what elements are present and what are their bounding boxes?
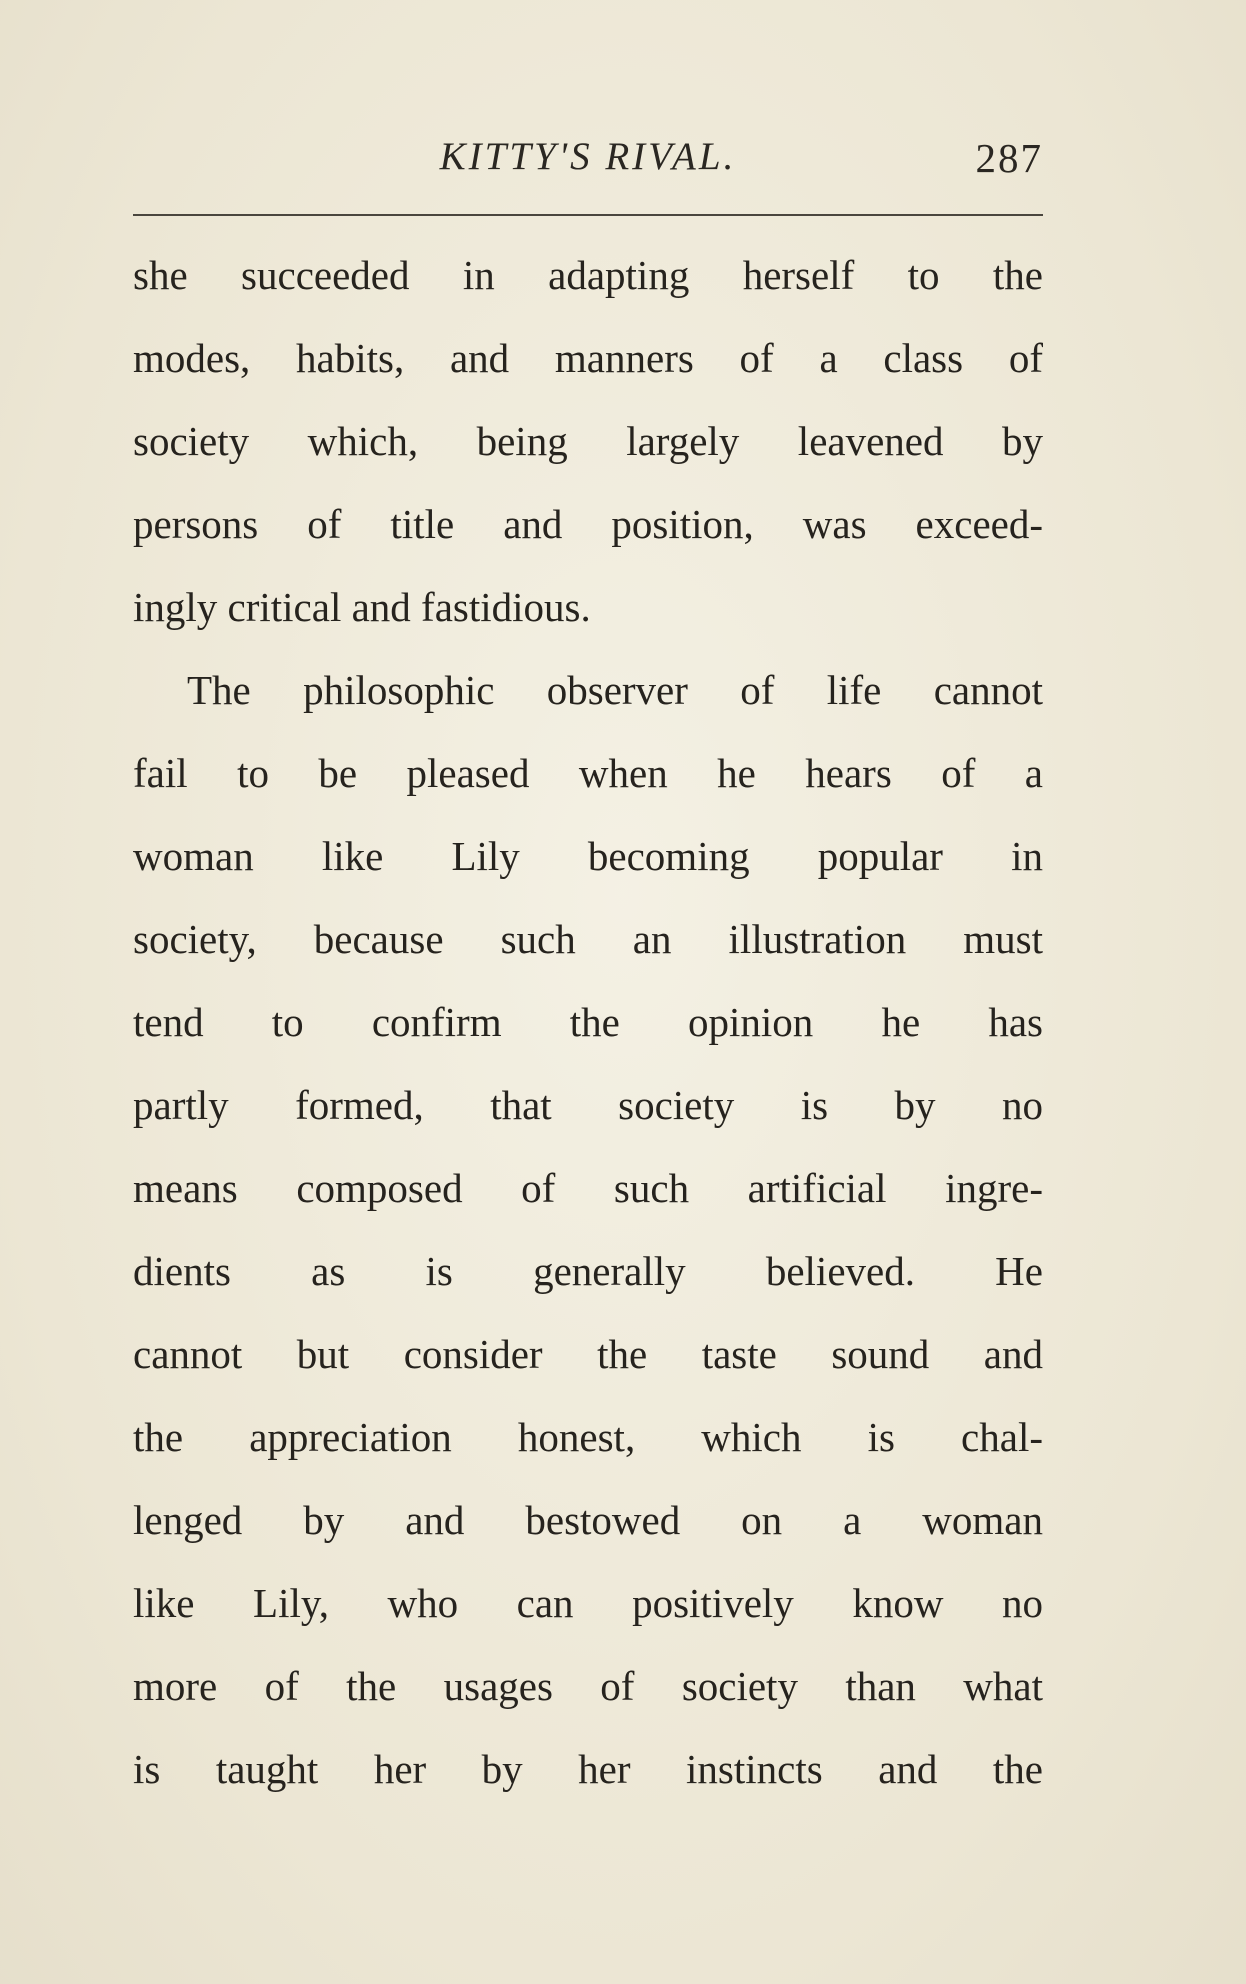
text-line: society which, being largely leavened by — [133, 418, 1043, 464]
text-line: like Lily, who can positively know no — [133, 1580, 1043, 1626]
text-line: means composed of such artificial ingre- — [133, 1165, 1043, 1211]
text-line: lenged by and bestowed on a woman — [133, 1497, 1043, 1543]
text-line: woman like Lily becoming popular in — [133, 833, 1043, 879]
text-line: modes, habits, and manners of a class of — [133, 335, 1043, 381]
text-line: The philosophic observer of life cannot — [187, 667, 1043, 713]
text-line: persons of title and position, was exceed- — [133, 501, 1043, 547]
text-line: tend to confirm the opinion he has — [133, 999, 1043, 1045]
header-rule — [133, 214, 1043, 216]
running-head — [133, 134, 1043, 194]
text-line: the appreciation honest, which is chal- — [133, 1414, 1043, 1460]
running-title: KITTY'S RIVAL. — [439, 135, 737, 178]
text-line: ingly critical and fastidious. — [133, 584, 591, 630]
text-line: dients as is generally believed. He — [133, 1248, 1043, 1294]
text-line: fail to be pleased when he hears of a — [133, 750, 1043, 796]
page-number: 287 — [975, 135, 1043, 181]
text-line: cannot but consider the taste sound and — [133, 1331, 1043, 1377]
text-line: she succeeded in adapting herself to the — [133, 252, 1043, 298]
text-line: more of the usages of society than what — [133, 1663, 1043, 1709]
body-text — [133, 234, 1043, 1811]
text-line: is taught her by her instincts and the — [133, 1746, 1043, 1792]
text-line: society, because such an illustration must — [133, 916, 1043, 962]
text-line: partly formed, that society is by no — [133, 1082, 1043, 1128]
